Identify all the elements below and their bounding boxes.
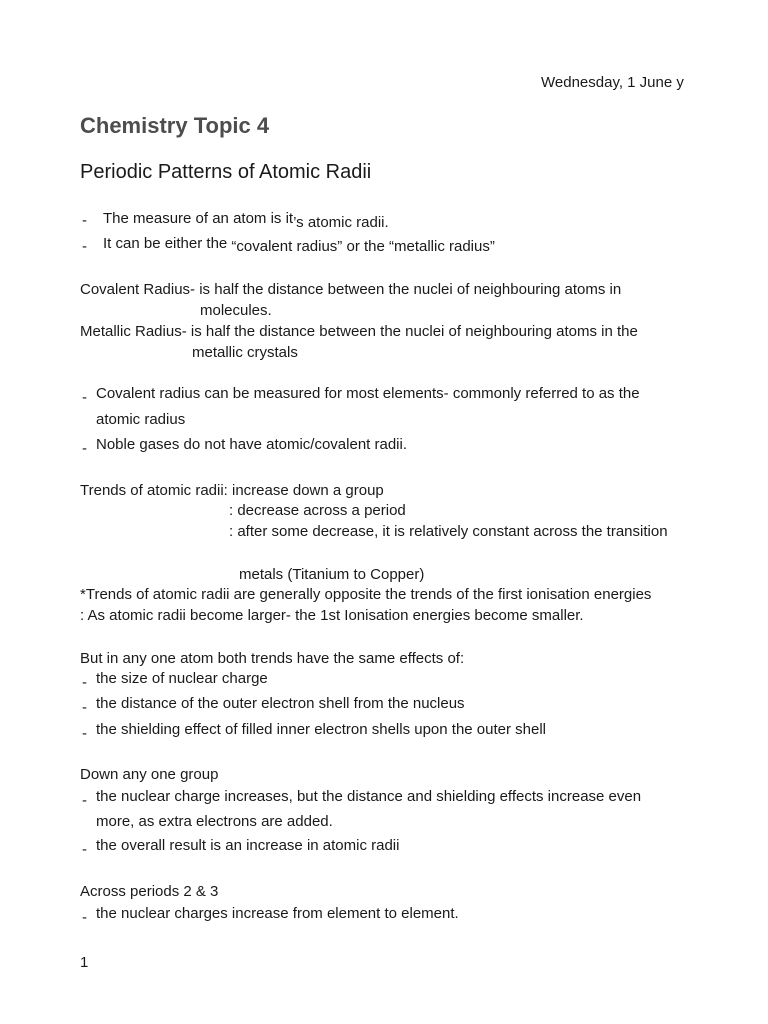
page-number: 1 <box>80 954 89 971</box>
bullet-dash: - <box>82 909 87 926</box>
covalent-definition-line-2: molecules. <box>200 302 272 319</box>
intro-bullet-2-part-a: It can be either the <box>103 235 232 252</box>
intro-bullet-2 <box>103 234 495 254</box>
trend-line-3: : after some decrease, it is relatively constant across the transition <box>229 523 668 540</box>
bullet-dash: - <box>82 699 87 716</box>
intro-bullet-2-part-b: “covalent radius” or the “metallic radius” <box>231 238 495 255</box>
effects-heading: But in any one atom both trends have the same effects of: <box>80 650 465 667</box>
effect-item-2: the distance of the outer electron shell from the nucleus <box>96 695 465 712</box>
trend-line-1: Trends of atomic radii: increase down a group <box>80 482 384 499</box>
group-item-1-line-1: the nuclear charge increases, but the distance and shielding effects increase even <box>96 788 642 805</box>
bullet-dash: - <box>82 725 87 742</box>
bullet-dash: - <box>82 440 87 457</box>
bullet-dash: - <box>82 674 87 691</box>
effect-item-3: the shielding effect of filled inner electron shells upon the outer shell <box>96 721 547 738</box>
group-item-1-line-2: more, as extra electrons are added. <box>96 813 333 830</box>
radius-note-1-line-1: Covalent radius can be measured for most elements- commonly referred to as the <box>96 385 640 402</box>
date-header: Wednesday, 1 June y <box>541 74 684 91</box>
trend-line-6: : As atomic radii become larger- the 1st Ionisation energies become smaller. <box>80 607 584 624</box>
trend-line-2: : decrease across a period <box>229 502 406 519</box>
metallic-definition-line-2: metallic crystals <box>192 344 298 361</box>
bullet-dash: - <box>82 238 87 255</box>
periods-item-1: the nuclear charges increase from element to element. <box>96 905 459 922</box>
intro-bullet-1 <box>103 209 389 229</box>
group-item-2: the overall result is an increase in atomic radii <box>96 837 400 854</box>
page-title: Chemistry Topic 4 <box>80 113 270 138</box>
intro-bullet-1-part-a: The measure of an atom is it <box>103 210 294 227</box>
bullet-dash: - <box>82 212 87 229</box>
effect-item-1: the size of nuclear charge <box>96 670 268 687</box>
bullet-dash: - <box>82 792 87 809</box>
bullet-dash: - <box>82 389 87 406</box>
metallic-definition-line-1: Metallic Radius- is half the distance between the nuclei of neighbouring atoms in the <box>80 323 638 340</box>
periods-heading: Across periods 2 & 3 <box>80 883 219 900</box>
covalent-definition-line-1: Covalent Radius- is half the distance between the nuclei of neighbouring atoms in <box>80 281 622 298</box>
group-heading: Down any one group <box>80 766 219 783</box>
trend-line-4: metals (Titanium to Copper) <box>239 566 425 583</box>
page-subtitle: Periodic Patterns of Atomic Radii <box>80 161 372 183</box>
radius-note-1-line-2: atomic radius <box>96 411 186 428</box>
trend-line-5: *Trends of atomic radii are generally opposite the trends of the first ionisation energies <box>80 586 652 603</box>
bullet-dash: - <box>82 841 87 858</box>
radius-note-2: Noble gases do not have atomic/covalent radii. <box>96 436 408 453</box>
intro-bullet-1-part-b: ’s atomic radii. <box>293 214 389 231</box>
